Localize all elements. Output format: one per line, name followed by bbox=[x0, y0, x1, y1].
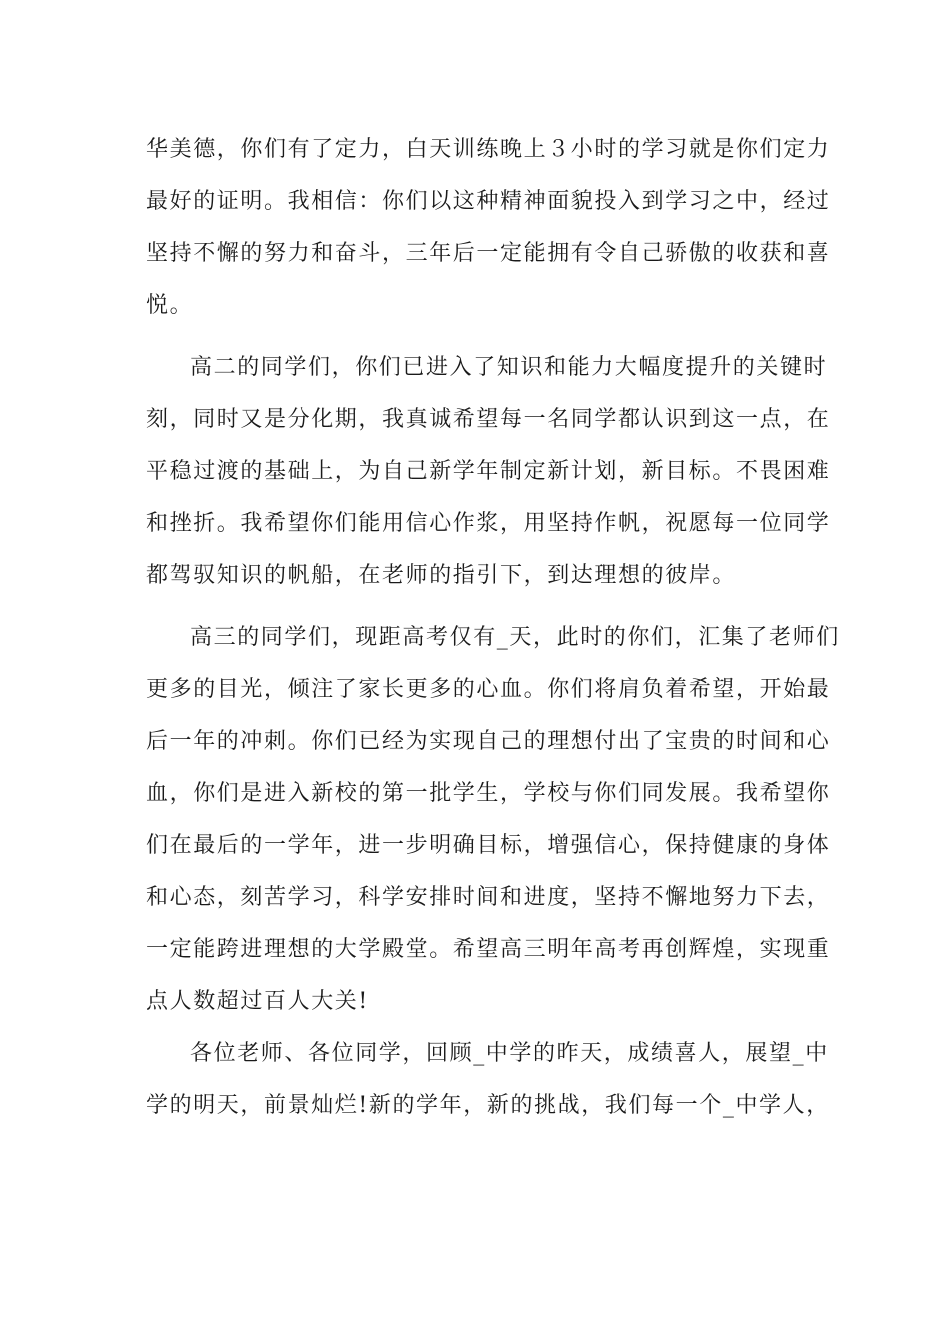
text-line: 学的明天，前景灿烂!新的学年，新的挑战，我们每一个_中学人， bbox=[146, 1093, 830, 1118]
text-line: 一定能跨进理想的大学殿堂。希望高三明年高考再创辉煌，实现重 bbox=[146, 937, 831, 962]
text-line: 平稳过渡的基础上，为自己新学年制定新计划，新目标。不畏困难 bbox=[146, 459, 831, 484]
text-line: 都驾驭知识的帆船，在老师的指引下，到达理想的彼岸。 bbox=[146, 563, 737, 588]
text-line: 更多的目光，倾注了家长更多的心血。你们将肩负着希望，开始最 bbox=[146, 677, 831, 702]
text-line: 高三的同学们，现距高考仅有_天，此时的你们，汇集了老师们 bbox=[190, 625, 840, 650]
text-line: 最好的证明。我相信：你们以这种精神面貌投入到学习之中，经过 bbox=[146, 189, 831, 214]
text-line: 高二的同学们，你们已进入了知识和能力大幅度提升的关键时 bbox=[190, 355, 828, 380]
text-line: 们在最后的一学年，进一步明确目标，增强信心，保持健康的身体 bbox=[146, 833, 831, 858]
text-line: 各位老师、各位同学，回顾_中学的昨天，成绩喜人，展望_中 bbox=[190, 1041, 829, 1066]
text-line: 后一年的冲刺。你们已经为实现自己的理想付出了宝贵的时间和心 bbox=[146, 729, 831, 754]
text-line: 华美德，你们有了定力，白天训练晚上３小时的学习就是你们定力 bbox=[146, 137, 831, 162]
text-line: 点人数超过百人大关! bbox=[146, 989, 369, 1014]
text-line: 和挫折。我希望你们能用信心作浆，用坚持作帆，祝愿每一位同学 bbox=[146, 511, 831, 536]
text-line: 血，你们是进入新校的第一批学生，学校与你们同发展。我希望你 bbox=[146, 781, 831, 806]
text-line: 坚持不懈的努力和奋斗，三年后一定能拥有令自己骄傲的收获和喜 bbox=[146, 241, 831, 266]
text-line: 刻，同时又是分化期，我真诚希望每一名同学都认识到这一点，在 bbox=[146, 407, 831, 432]
text-line: 和心态，刻苦学习，科学安排时间和进度，坚持不懈地努力下去， bbox=[146, 885, 831, 910]
text-line: 悦。 bbox=[146, 293, 194, 318]
